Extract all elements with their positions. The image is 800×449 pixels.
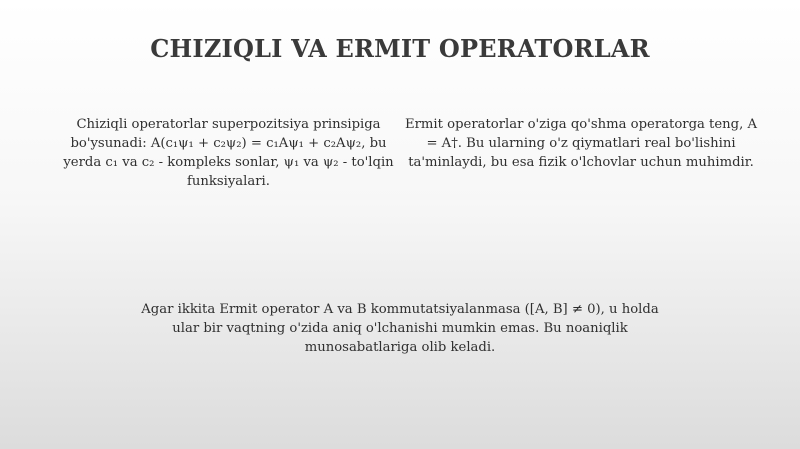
slide-title: CHIZIQLI VA ERMIT OPERATORLAR	[150, 34, 650, 63]
hermitian-operators-paragraph: Ermit operatorlar o'ziga qo'shma operatorga teng, A = A†. Bu ularning o'z qiymatlari real bo'lishini ta'minlaydi, bu esa fizik o'lchovlar uchun muhimdir.	[405, 117, 758, 170]
commutation-paragraph: Agar ikkita Ermit operator A va B kommutatsiyalanmasa ([A, B] ≠ 0), u holda ular bir vaqtning o'zida aniq o'lchanishi mumkin emas. Bu noaniqlik munosabatlariga olib keladi.	[141, 302, 659, 355]
linear-operators-paragraph: Chiziqli operatorlar superpozitsiya prinsipiga bo'ysunadi: A(c₁ψ₁ + c₂ψ₂) = c₁Aψ₁ + c₂Aψ₂, bu yerda c₁ va c₂ - kompleks sonlar, ψ₁ va ψ₂ - to'lqin funksiyalari.	[63, 117, 394, 189]
